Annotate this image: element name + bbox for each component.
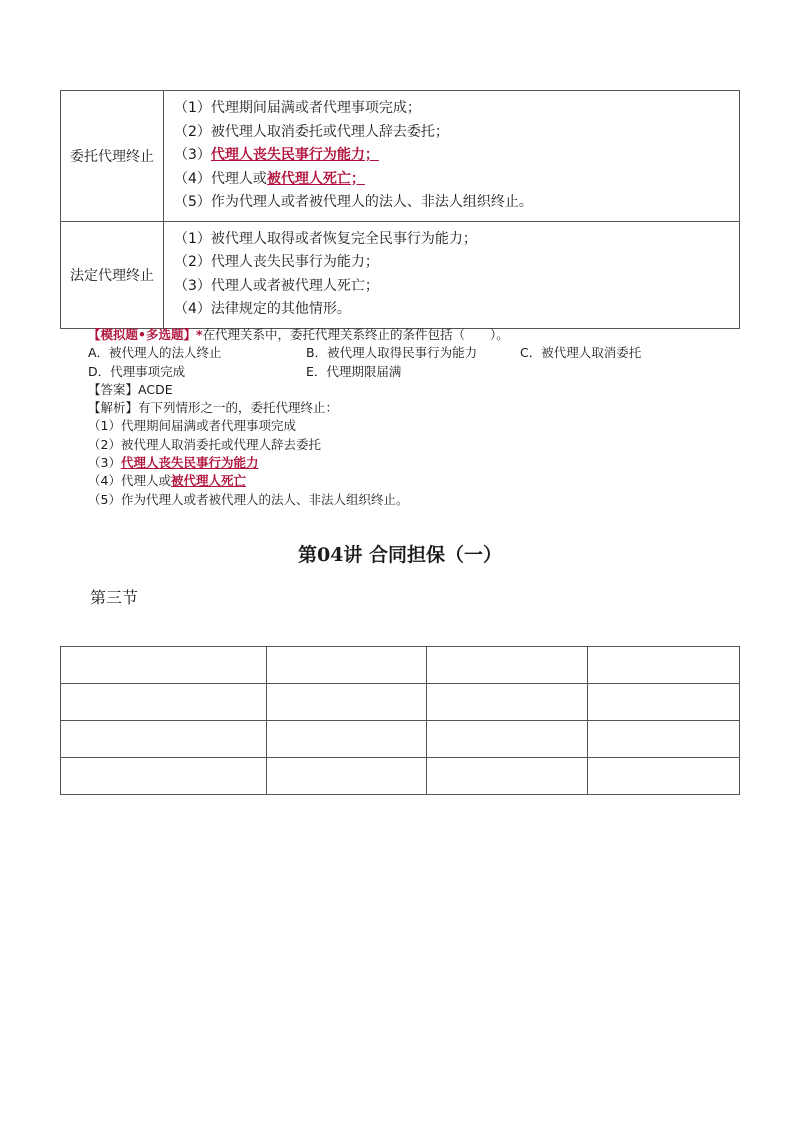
list-item: （2）被代理人取消委托或代理人辞去委托； xyxy=(174,123,449,140)
analysis-point: （2）被代理人取消委托或代理人辞去委托 xyxy=(88,436,321,452)
table-row xyxy=(61,221,740,328)
table-row xyxy=(61,721,740,758)
question-stem: 【模拟题•多选题】*在代理关系中，委托代理关系终止的条件包括（ ）。 xyxy=(88,327,509,342)
options-row xyxy=(88,344,642,362)
options-row xyxy=(88,363,509,381)
option-d: D．代理事项完成 xyxy=(88,363,186,379)
analysis-point: （1）代理期间届满或者代理事项完成 xyxy=(88,418,296,434)
table-row xyxy=(61,684,740,721)
highlight-text: 被代理人死亡； xyxy=(266,170,365,187)
highlight-text: 代理人丧失民事行为能力 xyxy=(120,455,259,471)
option-b: B．被代理人取得民事行为能力 xyxy=(306,345,478,361)
list-item: （5）作为代理人或者被代理人的法人、非法人组织终止。 xyxy=(174,194,533,210)
list-item: （2）代理人丧失民事行为能力； xyxy=(174,254,379,270)
analysis-line: 【解析】有下列情形之一的，委托代理终止： xyxy=(88,400,339,416)
list-item: （1）代理期间届满或者代理事项完成； xyxy=(174,100,421,116)
highlight-text: 代理人丧失民事行为能力； xyxy=(210,147,379,163)
row-items xyxy=(164,221,740,328)
row-label: 委托代理终止 xyxy=(61,91,164,222)
table-row xyxy=(61,647,740,684)
empty-grid-table xyxy=(60,646,740,795)
table-row xyxy=(61,91,740,222)
question-tag: 【模拟题•多选题】 xyxy=(88,327,196,342)
analysis-point: （5）作为代理人或者被代理人的法人、非法人组织终止。 xyxy=(88,491,409,507)
list-item: （4）代理人或被代理人死亡； xyxy=(174,170,365,187)
analysis-point: （3）代理人丧失民事行为能力 xyxy=(88,455,259,471)
answer-line: 【答案】ACDE xyxy=(88,381,173,397)
option-e: E．代理期限届满 xyxy=(306,363,402,379)
option-a: A．被代理人的法人终止 xyxy=(88,345,222,361)
answer-value: ACDE xyxy=(138,381,173,397)
table-row xyxy=(61,758,740,795)
analysis-point: （4）代理人或被代理人死亡 xyxy=(88,473,246,489)
row-label: 法定代理终止 xyxy=(61,221,164,328)
highlight-text: 被代理人死亡 xyxy=(170,473,246,489)
list-item: （3）代理人或者被代理人死亡； xyxy=(174,277,379,294)
list-item: （1）被代理人取得或者恢复完全民事行为能力； xyxy=(174,230,477,247)
option-c: C．被代理人取消委托 xyxy=(520,345,642,361)
list-item: （4）法律规定的其他情形。 xyxy=(174,301,351,317)
practice-question xyxy=(88,326,642,509)
list-item: （3）代理人丧失民事行为能力； xyxy=(174,147,379,163)
row-items xyxy=(164,91,740,222)
lecture-title: 第04讲 合同担保（一） xyxy=(297,544,503,566)
section-heading: 第三节 xyxy=(90,588,139,607)
agency-termination-table xyxy=(60,90,740,329)
